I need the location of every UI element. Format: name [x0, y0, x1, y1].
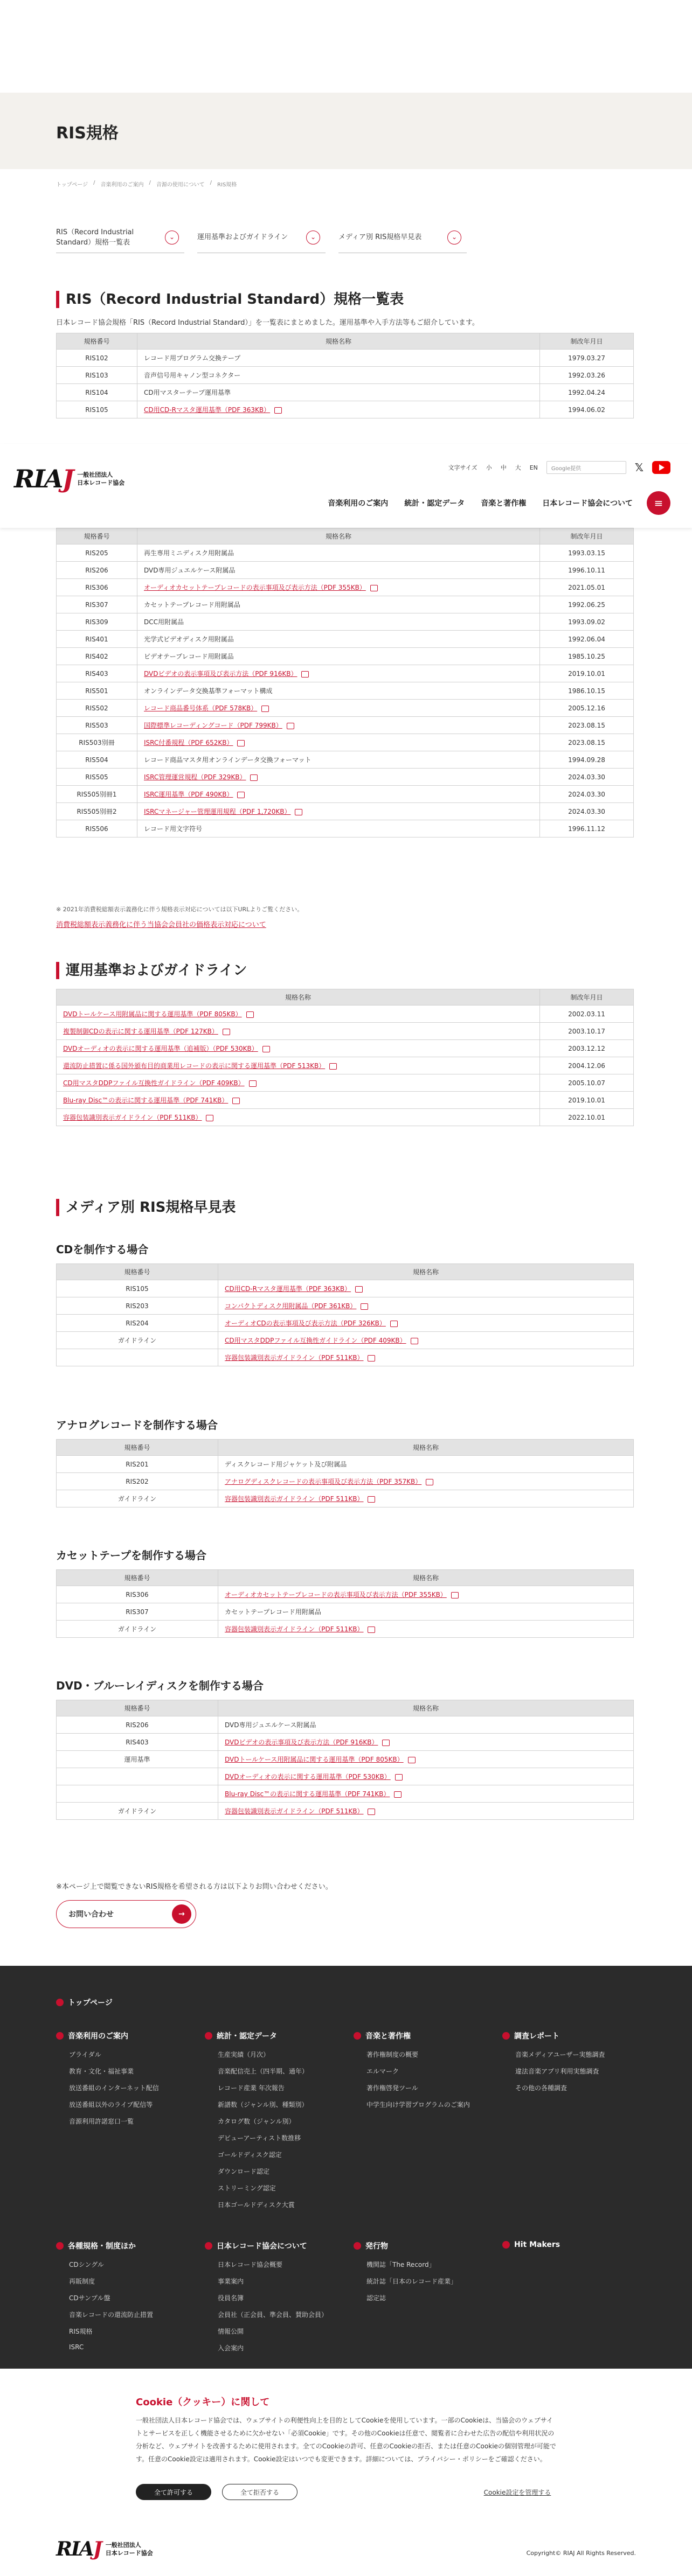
- table-header: 規格番号 規格名称: [57, 1264, 634, 1280]
- footer-link[interactable]: 認定誌: [366, 2294, 386, 2302]
- footer-link[interactable]: 入会案内: [218, 2344, 244, 2352]
- table-row: RIS503 国際標準レコーディングコード（PDF 799KB） 2023.08.15: [57, 717, 634, 734]
- chevron-down-icon: ⌄: [165, 231, 179, 245]
- table-row: RIS105 CD用CD-Rマスタ運用基準（PDF 363KB） 1994.06.02: [57, 401, 634, 418]
- bullet-icon: [56, 2242, 64, 2250]
- anchor-guidelines[interactable]: 運用基準およびガイドライン ⌄: [197, 222, 326, 253]
- pdf-icon: [237, 740, 245, 746]
- footer-link[interactable]: ブライダル: [69, 2051, 101, 2058]
- footer-link[interactable]: 中学生向け学習プログラムのご案内: [366, 2101, 470, 2109]
- cassette-heading: カセットテープを制作する場合: [56, 1549, 206, 1562]
- pdf-icon: [382, 1740, 390, 1746]
- bullet-icon: [354, 2242, 361, 2250]
- table-row: RIS309 DCC用附属品 1993.09.02: [57, 613, 634, 631]
- pdf-link[interactable]: オーディオカセットテープレコードの表示事項及び表示方法（PDF 355KB）: [225, 1591, 447, 1598]
- pdf-icon: [223, 1029, 230, 1035]
- pdf-link[interactable]: レコード商品番号体系（PDF 578KB）: [144, 704, 258, 712]
- footer-link[interactable]: 放送番組以外のライブ配信等: [69, 2101, 153, 2109]
- text-size-medium[interactable]: 中: [500, 464, 507, 471]
- pdf-link[interactable]: 容器包装識別表示ガイドライン（PDF 511KB）: [225, 1354, 364, 1362]
- pdf-link[interactable]: CD用CD-Rマスタ運用基準（PDF 363KB）: [144, 406, 271, 414]
- guidelines-table: [56, 989, 634, 1126]
- footer-link[interactable]: 統計誌「日本のレコード産業」: [366, 2278, 458, 2285]
- table-header: 規格番号 規格名称: [57, 1570, 634, 1586]
- pdf-icon: [249, 1080, 257, 1087]
- table-row: RIS206 DVD専用ジュエルケース附属品 1996.10.11: [57, 562, 634, 579]
- footer-heading[interactable]: 統計・認定データ: [205, 2030, 308, 2041]
- pdf-link[interactable]: DVDビデオの表示事項及び表示方法（PDF 916KB）: [225, 1739, 378, 1746]
- footer-link[interactable]: カタログ数（ジャンル別）: [218, 2118, 295, 2125]
- table-row: RIS306 オーディオカセットテープレコードの表示事項及び表示方法（PDF 355KB） 2021.05.01: [57, 579, 634, 596]
- table-row: RIS202 アナログディスクレコードの表示事項及び表示方法（PDF 357KB）: [57, 1473, 634, 1490]
- pdf-link[interactable]: 容器包装識別表示ガイドライン（PDF 511KB）: [225, 1807, 364, 1815]
- table-row: RIS307 カセットテープレコード用附属品: [57, 1603, 634, 1621]
- pdf-icon: [206, 1115, 213, 1121]
- footer-link[interactable]: ISRC: [69, 2343, 84, 2351]
- footer-link[interactable]: レコード産業 年次報告: [218, 2084, 285, 2092]
- table-row: [57, 1349, 634, 1366]
- pdf-link[interactable]: DVDオーディオの表示に関する運用基準（PDF 530KB）: [225, 1773, 391, 1781]
- section-lead: 日本レコード協会規格「RIS（Record Industrial Standard）」を一覧表にまとめました。運用基準や入手方法等もご紹介しています。: [56, 319, 479, 327]
- footer-link[interactable]: 著作権啓発ツール: [366, 2084, 418, 2092]
- pdf-link[interactable]: ISRCマネージャー管理運用規程（PDF 1,720KB）: [144, 808, 291, 815]
- pdf-link[interactable]: オーディオCDの表示事項及び表示方法（PDF 326KB）: [225, 1320, 386, 1327]
- footer-link[interactable]: 音楽メディアユーザー実態調査: [515, 2051, 605, 2058]
- anchor-links: [56, 222, 467, 253]
- table-row: ガイドライン 容器包装識別表示ガイドライン（PDF 511KB）: [57, 1621, 634, 1638]
- pdf-link[interactable]: DVDオーディオの表示に関する運用基準（追補版）（PDF 530KB）: [63, 1045, 258, 1052]
- cookie-reject-button[interactable]: 全て拒否する: [222, 2484, 297, 2500]
- analog-heading: アナログレコードを制作する場合: [56, 1419, 218, 1432]
- footer-heading[interactable]: 日本レコード協会について: [205, 2240, 328, 2251]
- table-row: RIS103 音声信号用キャノン型コネクター 1992.03.26: [57, 367, 634, 384]
- text-size-large[interactable]: 大: [515, 464, 521, 471]
- chevron-down-icon: ⌄: [447, 231, 461, 245]
- table-row: RIS306 オーディオカセットテープレコードの表示事項及び表示方法（PDF 355KB）: [57, 1586, 634, 1603]
- ris-table-top: [56, 333, 634, 418]
- table-header: 規格番号 規格名称: [57, 1440, 634, 1456]
- cookie-body: 一般社団法人日本レコード協会では、ウェブサイトの利便性向上を目的としてCookieを使用しています。一部のCookieは、当協会のウェブサイトとサービスを正しく機能させるために欠かせない「必須Cookie」です。その他のCookieは任意で、閲覧者に合わせた広告の配信や利用状況の分析など、ウェブサイトを改善するために使用されます。全てのCookieの許可、任意のCookieの拒否、または任意のCookieの個別管理が可能です。任意のCookie設定は適用されます。Cookie設定はいつでも変更できます。詳細については、プライバシー・ポリシーをご確認ください。: [136, 2417, 556, 2463]
- pdf-link[interactable]: ISRC付番規程（PDF 652KB）: [144, 739, 233, 746]
- pdf-icon: [361, 1303, 368, 1310]
- pdf-link[interactable]: 容器包装識別表示ガイドライン（PDF 511KB）: [63, 1114, 202, 1121]
- dvd-table: [56, 1700, 634, 1820]
- nav-copyright[interactable]: 音楽と著作権: [481, 499, 527, 508]
- table-row: RIS105 CD用CD-Rマスタ運用基準（PDF 363KB）: [57, 1280, 634, 1297]
- main-nav: [328, 498, 633, 508]
- footer-link[interactable]: 日本レコード協会概要: [218, 2261, 283, 2268]
- footer-link[interactable]: 生産実績（月次）: [218, 2051, 270, 2058]
- cd-heading: CDを制作する場合: [56, 1243, 149, 1256]
- table-row: [57, 1785, 634, 1803]
- table-row: DVDオーディオの表示に関する運用基準（追補版）（PDF 530KB） 2003.12.12: [57, 1040, 634, 1057]
- bullet-icon: [502, 2032, 510, 2040]
- anchor-ris-list[interactable]: RIS（Record Industrial Standard）規格一覧表 ⌄: [56, 222, 184, 253]
- pdf-icon: [329, 1063, 337, 1070]
- table-row: RIS403 DVDビデオの表示事項及び表示方法（PDF 916KB） 2019.10.01: [57, 665, 634, 682]
- footer-link[interactable]: 役員名簿: [218, 2294, 244, 2302]
- footer-link[interactable]: ストリーミング認定: [218, 2184, 276, 2192]
- pdf-link[interactable]: オーディオカセットテープレコードの表示事項及び表示方法（PDF 355KB）: [144, 584, 366, 591]
- pdf-icon: [232, 1098, 240, 1104]
- pdf-icon: [274, 407, 282, 414]
- footer-link[interactable]: 日本ゴールドディスク大賞: [218, 2201, 295, 2209]
- ris-note: ※ 2021年消費税総額表示義務化に伴う規格表示対応については以下URLよりご覧ください。: [56, 906, 303, 913]
- table-row: DVDトールケース用附属品に関する運用基準（PDF 805KB） 2002.03.11: [57, 1006, 634, 1023]
- section-title-ris: RIS（Record Industrial Standard）規格一覧表: [56, 291, 404, 308]
- footer-link[interactable]: 情報公開: [218, 2328, 244, 2335]
- table-row: RIS505別冊2 ISRCマネージャー管理運用規程（PDF 1,720KB） 2024.03.30: [57, 803, 634, 820]
- pdf-link[interactable]: DVDビデオの表示事項及び表示方法（PDF 916KB）: [144, 670, 297, 678]
- footer-link[interactable]: 違法音楽アプリ利用実態調査: [515, 2068, 599, 2075]
- footer-link[interactable]: その他の各種調査: [515, 2084, 568, 2092]
- footer-link[interactable]: CDシングル: [69, 2261, 104, 2268]
- nav-music-use[interactable]: 音楽利用のご案内: [328, 499, 389, 508]
- pdf-icon: [368, 1626, 375, 1633]
- nav-about[interactable]: 日本レコード協会について: [542, 499, 633, 508]
- pdf-icon: [287, 723, 294, 729]
- pdf-icon: [355, 1286, 363, 1293]
- breadcrumb-item[interactable]: トップページ: [56, 182, 88, 188]
- bullet-icon: [56, 2032, 64, 2040]
- table-row: RIS204 オーディオCDの表示事項及び表示方法（PDF 326KB）: [57, 1315, 634, 1332]
- cookie-settings-link[interactable]: Cookie設定を管理する: [483, 2488, 551, 2496]
- page-title: RIS規格: [56, 124, 119, 143]
- table-row: CD用マスタDDPファイル互換性ガイドライン（PDF 409KB） 2005.10.07: [57, 1074, 634, 1092]
- table-row: 複製制御CDの表示に関する運用基準（PDF 127KB） 2003.10.17: [57, 1023, 634, 1040]
- riaj-logo[interactable]: RIAJ 一般社団法人 日本レコード協会: [14, 464, 125, 493]
- footer-link[interactable]: CDサンプル盤: [69, 2294, 110, 2302]
- tax-display-link[interactable]: 消費税総額表示義務化に伴う当協会会員社の価格表示対応について: [56, 921, 266, 929]
- section-title-media: メディア別 RIS規格早見表: [56, 1199, 236, 1216]
- footer-heading[interactable]: Hit Makers: [502, 2240, 560, 2249]
- pdf-link[interactable]: CD用CD-Rマスタ運用基準（PDF 363KB）: [225, 1285, 351, 1293]
- footer-link[interactable]: 機関誌「The Record」: [366, 2261, 435, 2268]
- pdf-link[interactable]: 容器包装識別表示ガイドライン（PDF 511KB）: [225, 1495, 364, 1503]
- footer-link[interactable]: 著作権制度の概要: [366, 2051, 419, 2058]
- table-row: 運用基準 DVDトールケース用附属品に関する運用基準（PDF 805KB）: [57, 1751, 634, 1768]
- footer-link[interactable]: 教育・文化・福祉事業: [69, 2068, 134, 2075]
- cd-table: [56, 1263, 634, 1366]
- hero: [0, 93, 692, 169]
- table-row: RIS402 ビデオテープレコード用附属品 1985.10.25: [57, 648, 634, 665]
- cookie-title: Cookie（クッキー）に関して: [136, 2397, 270, 2408]
- table-row: RIS505 ISRC管理運営規程（PDF 329KB） 2024.03.30: [57, 769, 634, 786]
- pdf-icon: [370, 585, 378, 591]
- breadcrumb-item[interactable]: 音源の使用について: [156, 182, 205, 188]
- table-row: RIS206 DVD専用ジュエルケース附属品: [57, 1716, 634, 1734]
- pdf-link[interactable]: 還流防止措置に係る国外頒布目的商業用レコードの表示に関する運用基準（PDF 513KB）: [63, 1062, 326, 1070]
- analog-table: [56, 1439, 634, 1507]
- breadcrumb-item[interactable]: 音楽利用のご案内: [100, 182, 144, 188]
- pdf-link[interactable]: ISRC管理運営規程（PDF 329KB）: [144, 773, 246, 781]
- table-row: 容器包装識別表示ガイドライン（PDF 511KB） 2022.10.01: [57, 1109, 634, 1126]
- chevron-down-icon: ⌄: [306, 231, 320, 245]
- youtube-icon[interactable]: [652, 461, 670, 474]
- x-icon[interactable]: 𝕏: [634, 461, 643, 474]
- footer-heading[interactable]: 調査レポート: [502, 2030, 605, 2041]
- footer-link[interactable]: RIS規格: [69, 2328, 93, 2335]
- pdf-link[interactable]: コンパクトディスク用附属品（PDF 361KB）: [225, 1302, 357, 1310]
- cookie-banner: [0, 2369, 692, 2514]
- pdf-icon: [395, 1774, 403, 1781]
- pdf-icon: [451, 1592, 459, 1598]
- pdf-icon: [390, 1321, 398, 1327]
- pdf-link[interactable]: ISRC運用基準（PDF 490KB）: [144, 791, 233, 798]
- anchor-media[interactable]: メディア別 RIS規格早見表 ⌄: [338, 222, 467, 253]
- table-row: RIS205 再生専用ミニディスク用附属品 1993.03.15: [57, 544, 634, 562]
- footer-link[interactable]: 新譜数（ジャンル別、種類別）: [218, 2101, 308, 2109]
- contact-note: ※本ページ上で閲覧できないRIS規格を希望される方は以下よりお問い合わせください。: [56, 1883, 333, 1891]
- pdf-icon: [368, 1809, 375, 1815]
- breadcrumb: トップページ / 音楽利用のご案内 / 音源の使用について / RIS規格: [56, 180, 237, 188]
- pdf-icon: [301, 671, 309, 678]
- pdf-icon: [237, 792, 245, 798]
- table-row: RIS502 レコード商品番号体系（PDF 578KB） 2005.12.16: [57, 700, 634, 717]
- footer-link[interactable]: ダウンロード認定: [218, 2168, 270, 2175]
- pdf-icon: [250, 774, 258, 781]
- bullet-icon: [354, 2032, 361, 2040]
- footer-heading[interactable]: 発行物: [354, 2240, 457, 2251]
- table-row: RIS503別冊 ISRC付番規程（PDF 652KB） 2023.08.15: [57, 734, 634, 751]
- footer-link[interactable]: 音源利用許諾窓口一覧: [69, 2118, 134, 2125]
- pdf-icon: [368, 1496, 375, 1503]
- table-row: RIS505別冊1 ISRC運用基準（PDF 490KB） 2024.03.30: [57, 786, 634, 803]
- pdf-icon: [261, 706, 269, 712]
- pdf-link[interactable]: 容器包装識別表示ガイドライン（PDF 511KB）: [225, 1625, 364, 1633]
- bullet-icon: [502, 2241, 510, 2249]
- table-row: ガイドライン 容器包装識別表示ガイドライン（PDF 511KB）: [57, 1490, 634, 1507]
- table-row: RIS102 レコード用プログラム交換テープ 1979.03.27: [57, 350, 634, 367]
- table-header: 規格名称 制改年月日: [57, 989, 634, 1006]
- footer-heading[interactable]: 音楽利用のご案内: [56, 2030, 159, 2041]
- pdf-icon: [411, 1338, 418, 1344]
- pdf-link[interactable]: Blu-ray Disc™の表示に関する運用基準（PDF 741KB）: [63, 1097, 229, 1104]
- pdf-link[interactable]: DVDトールケース用附属品に関する運用基準（PDF 805KB）: [225, 1756, 404, 1763]
- table-row: ガイドライン CD用マスタDDPファイル互換性ガイドライン（PDF 409KB）: [57, 1332, 634, 1349]
- cookie-accept-button[interactable]: 全て許可する: [136, 2484, 211, 2500]
- footer-link[interactable]: 音楽配信売上（四半期、通年）: [218, 2068, 309, 2075]
- contact-button[interactable]: お問い合わせ →: [56, 1900, 196, 1928]
- pdf-link[interactable]: Blu-ray Disc™の表示に関する運用基準（PDF 741KB）: [225, 1790, 390, 1798]
- footer-link[interactable]: 放送番組のインターネット配信: [69, 2084, 159, 2092]
- pdf-icon: [246, 1011, 254, 1018]
- table-row: RIS403 DVDビデオの表示事項及び表示方法（PDF 916KB）: [57, 1734, 634, 1751]
- footer-bar: [0, 2526, 692, 2576]
- table-row: RIS104 CD用マスターテープ運用基準 1992.04.24: [57, 384, 634, 401]
- table-row: 還流防止措置に係る国外頒布目的商業用レコードの表示に関する運用基準（PDF 513KB） 2004.12.06: [57, 1057, 634, 1074]
- pdf-icon: [394, 1791, 402, 1798]
- table-row: RIS506 レコード用文字符号 1996.11.12: [57, 820, 634, 837]
- pdf-icon: [295, 809, 302, 815]
- site-header: [0, 444, 692, 528]
- bullet-icon: [205, 2242, 212, 2250]
- footer-link[interactable]: ゴールドディスク認定: [218, 2151, 282, 2159]
- dvd-heading: DVD・ブルーレイディスクを制作する場合: [56, 1679, 264, 1692]
- footer-top-link[interactable]: トップページ: [56, 1997, 113, 2008]
- table-row: RIS504 レコード商品マスタ用オンラインデータ交換フォーマット 1994.09.28: [57, 751, 634, 769]
- table-row: RIS401 光学式ビデオディスク用附属品 1992.06.04: [57, 631, 634, 648]
- footer-link[interactable]: 再販制度: [69, 2278, 95, 2285]
- footer-logo[interactable]: RIAJ 一般社団法人 日本レコード協会: [56, 2538, 153, 2560]
- footer-link[interactable]: 音楽レコードの還流防止措置: [69, 2311, 154, 2319]
- table-row: ガイドライン 容器包装識別表示ガイドライン（PDF 511KB）: [57, 1803, 634, 1820]
- text-size-label: 文字サイズ: [448, 464, 478, 471]
- footer-heading[interactable]: 各種規格・制度ほか: [56, 2240, 153, 2251]
- section-title-guidelines: 運用基準およびガイドライン: [56, 962, 247, 979]
- arrow-right-icon: →: [172, 1904, 191, 1924]
- cassette-table: [56, 1569, 634, 1638]
- pdf-icon: [426, 1479, 433, 1485]
- table-header: 規格番号 規格名称: [57, 1700, 634, 1716]
- pdf-link[interactable]: CD用マスタDDPファイル互換性ガイドライン（PDF 409KB）: [63, 1079, 245, 1087]
- bullet-icon: [56, 1999, 64, 2006]
- pdf-icon: [408, 1757, 416, 1763]
- copyright: Copyright© RIAJ All Rights Reserved.: [526, 2550, 636, 2557]
- hamburger-menu-icon[interactable]: ≡: [647, 491, 670, 515]
- footer-link[interactable]: エルマーク: [366, 2068, 399, 2075]
- breadcrumb-item: RIS規格: [217, 182, 237, 188]
- footer-heading[interactable]: 音楽と著作権: [354, 2030, 470, 2041]
- table-row: [57, 1768, 634, 1785]
- pdf-link[interactable]: 国際標準レコーディングコード（PDF 799KB）: [144, 722, 282, 729]
- table-header: 規格番号 規格名称 制改年月日: [57, 333, 634, 350]
- pdf-icon: [262, 1046, 270, 1052]
- pdf-link[interactable]: DVDトールケース用附属品に関する運用基準（PDF 805KB）: [63, 1010, 242, 1018]
- nav-statistics[interactable]: 統計・認定データ: [404, 499, 465, 508]
- search-input[interactable]: Google提供: [546, 461, 626, 474]
- footer-link[interactable]: 会員社（正会員、準会員、賛助会員）: [218, 2311, 328, 2319]
- table-row: RIS307 カセットテープレコード用附属品 1992.06.25: [57, 596, 634, 613]
- pdf-link[interactable]: アナログディスクレコードの表示事項及び表示方法（PDF 357KB）: [225, 1478, 422, 1485]
- text-size-small[interactable]: 小: [486, 464, 492, 471]
- footer-link[interactable]: 事業案内: [218, 2278, 244, 2285]
- pdf-link[interactable]: 複製制御CDの表示に関する運用基準（PDF 127KB）: [63, 1028, 218, 1035]
- footer-link[interactable]: デビューアーティスト数推移: [218, 2134, 301, 2142]
- pdf-icon: [368, 1355, 375, 1362]
- table-header: 規格番号 規格名称 制改年月日: [57, 528, 634, 544]
- bullet-icon: [205, 2032, 212, 2040]
- language-en[interactable]: EN: [529, 464, 538, 471]
- table-row: RIS501 オンラインデータ交換基準フォーマット構成 1986.10.15: [57, 682, 634, 700]
- pdf-link[interactable]: CD用マスタDDPファイル互換性ガイドライン（PDF 409KB）: [225, 1337, 406, 1344]
- table-row: RIS203 コンパクトディスク用附属品（PDF 361KB）: [57, 1297, 634, 1315]
- table-row: RIS201 ディスクレコード用ジャケット及び附属品: [57, 1456, 634, 1473]
- ris-table-bottom: [56, 528, 634, 837]
- table-row: Blu-ray Disc™の表示に関する運用基準（PDF 741KB） 2019.10.01: [57, 1092, 634, 1109]
